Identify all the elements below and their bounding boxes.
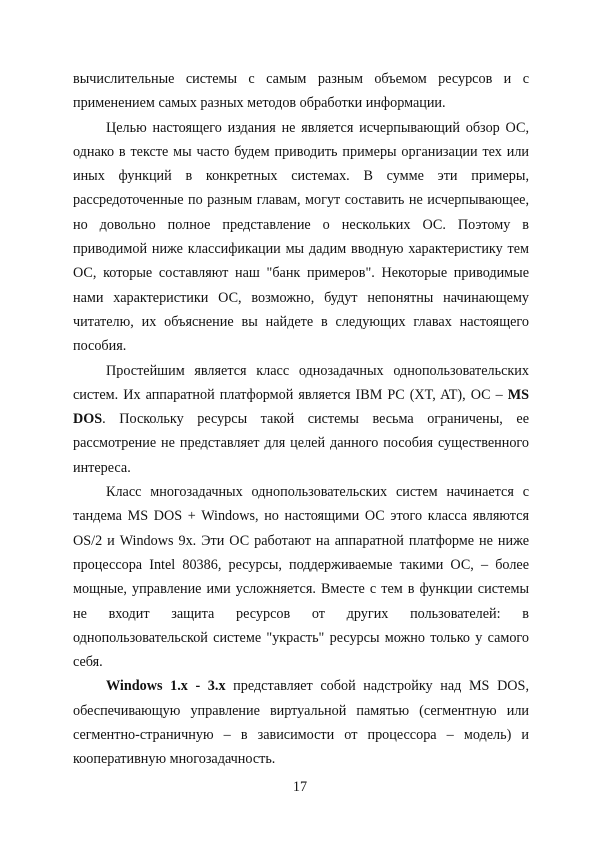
- text-line: сегментно-страничную – в зависимости от процессора – модель) и: [73, 727, 529, 744]
- text-fragment: представляет собой надстройку над MS DOS,: [225, 678, 529, 695]
- text-line: себя.: [73, 654, 103, 671]
- text-line: ОС, которые составляют наш "банк примеров". Некоторые приводимые: [73, 265, 529, 282]
- text-line: иных функций в конкретных системах. В сумме эти примеры,: [73, 168, 529, 185]
- bold-term: DOS: [73, 411, 103, 428]
- text-line: интереса.: [73, 459, 131, 476]
- text-line: тандема MS DOS + Windows, но настоящими ОС этого класса являются: [73, 508, 529, 525]
- text-line: приводимой ниже классификации мы дадим вводную характеристику тем: [73, 241, 529, 258]
- text-line: применением самых разных методов обработки информации.: [73, 95, 446, 112]
- text-line: но довольно полное представление о нескольких ОС. Поэтому в: [73, 216, 529, 233]
- paragraph-5: [73, 674, 529, 771]
- paragraph-3: [73, 359, 529, 480]
- text-line: [73, 383, 529, 407]
- text-fragment: систем. Их аппаратной платформой является IBM PC (XT, AT), ОС –: [73, 386, 503, 403]
- text-line: Простейшим является класс однозадачных однопользовательских: [106, 362, 529, 379]
- body-text: [73, 67, 529, 772]
- page-number: 17: [292, 779, 308, 795]
- paragraph-1: [73, 67, 529, 116]
- text-line: мощные, управление ими усложняется. Вместе с тем в функции системы: [73, 581, 529, 598]
- text-line: пособия.: [73, 338, 127, 355]
- text-line: обеспечивающую управление виртуальной памятью (сегментную или: [73, 702, 529, 719]
- text-line: однако в тексте мы часто будем приводить примеры организации тех или: [73, 143, 529, 160]
- text-line: [73, 674, 529, 698]
- text-line: читателю, их объяснение вы найдете в следующих главах настоящего: [73, 313, 529, 330]
- paragraph-2: [73, 116, 529, 359]
- paragraph-4: [73, 480, 529, 674]
- text-line: кооперативную многозадачность.: [73, 751, 276, 768]
- text-fragment: . Поскольку ресурсы такой системы весьма ограничены, ее: [102, 411, 529, 428]
- text-line: процессора Intel 80386, ресурсы, поддерживаемые такими ОС, – более: [73, 556, 529, 573]
- text-line: OS/2 и Windows 9x. Эти ОС работают на аппаратной платформе не ниже: [73, 532, 529, 549]
- bold-term: Windows 1.x - 3.x: [106, 678, 226, 695]
- text-line: рассредоточенные по разным главам, могут составить не исчерпывающее,: [73, 192, 529, 209]
- text-line: Целью настоящего издания не является исчерпывающий обзор ОС,: [106, 119, 529, 136]
- text-line: вычислительные системы с самым разным объемом ресурсов и с: [73, 71, 529, 87]
- text-line: нами характеристики ОС, возможно, будут непонятны начинающему: [73, 289, 529, 306]
- text-line: Класс многозадачных однопользовательских систем начинается с: [106, 484, 529, 501]
- text-line: [73, 407, 529, 431]
- text-line: не входит защита ресурсов от других пользователей: в: [73, 605, 529, 622]
- bold-term: MS: [507, 386, 530, 403]
- text-line: однопользовательской системе "украсть" ресурсы можно только у самого: [73, 629, 529, 646]
- text-line: рассмотрение не представляет для целей данного пособия существенного: [73, 435, 529, 452]
